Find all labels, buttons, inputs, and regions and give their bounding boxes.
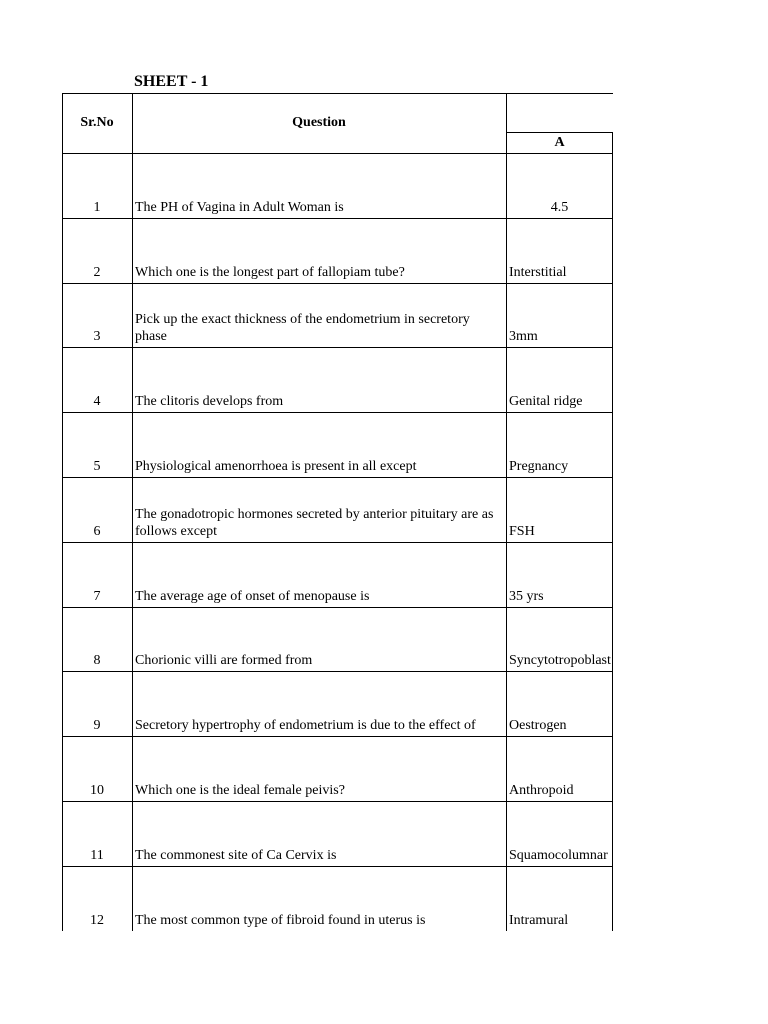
row-option-a: 4.5 <box>550 200 569 215</box>
row-divider <box>62 347 613 348</box>
row-question: The PH of Vagina in Adult Woman is <box>135 199 344 215</box>
row-question: The gonadotropic hormones secreted by anterior pituitary are as follows except <box>135 506 494 539</box>
row-option-a: 35 yrs <box>509 589 544 604</box>
row-question: The most common type of fibroid found in uterus is <box>135 912 426 928</box>
row-question: Pick up the exact thickness of the endometrium in secretory phase <box>135 312 470 345</box>
column-divider-option-a <box>612 132 613 931</box>
row-question: The clitoris develops from <box>135 394 284 410</box>
row-option-a: Oestrogen <box>509 718 567 733</box>
row-question: Which one is the ideal female peivis? <box>135 782 345 798</box>
question-table <box>62 93 613 931</box>
row-option-a: Pregnancy <box>509 459 569 474</box>
row-srno: 9 <box>93 718 101 733</box>
row-question: The average age of onset of menopause is <box>135 588 370 604</box>
row-question: Which one is the longest part of fallopiam tube? <box>135 264 405 280</box>
row-srno: 1 <box>93 200 101 215</box>
row-question: Chorionic villi are formed from <box>135 653 313 669</box>
row-srno: 11 <box>90 848 104 863</box>
row-divider <box>62 736 613 737</box>
row-srno: 8 <box>93 653 101 668</box>
row-srno: 6 <box>93 524 101 539</box>
row-srno: 2 <box>93 265 101 280</box>
row-option-a: Squamocolumnar <box>509 848 608 863</box>
option-header-divider <box>506 132 613 133</box>
row-srno: 10 <box>90 783 104 798</box>
row-srno: 12 <box>90 913 104 928</box>
header-question: Question <box>292 115 346 130</box>
row-divider <box>62 801 613 802</box>
row-srno: 4 <box>93 394 101 409</box>
header-option-a: A <box>554 135 565 150</box>
row-option-a: FSH <box>509 524 535 539</box>
row-question: Secretory hypertrophy of endometrium is due to the effect of <box>135 718 476 734</box>
row-option-a: Genital ridge <box>509 394 583 409</box>
row-srno: 7 <box>93 589 101 604</box>
row-divider <box>62 671 613 672</box>
row-question: The commonest site of Ca Cervix is <box>135 847 337 863</box>
header-srno: Sr.No <box>80 115 114 130</box>
row-divider <box>62 412 613 413</box>
row-option-a: Intramural <box>509 913 569 928</box>
row-option-a: Syncytotropoblast <box>509 653 611 668</box>
row-divider <box>62 477 613 478</box>
sheet-title: SHEET - 1 <box>134 73 209 90</box>
row-srno: 5 <box>93 459 101 474</box>
header-bottom-border <box>62 153 613 154</box>
row-option-a: 3mm <box>509 329 538 344</box>
row-option-a: Interstitial <box>509 265 567 280</box>
row-question: Physiological amenorrhoea is present in all except <box>135 458 417 474</box>
row-option-a: Anthropoid <box>509 783 574 798</box>
table-top-border <box>62 93 613 94</box>
row-srno: 3 <box>93 329 101 344</box>
